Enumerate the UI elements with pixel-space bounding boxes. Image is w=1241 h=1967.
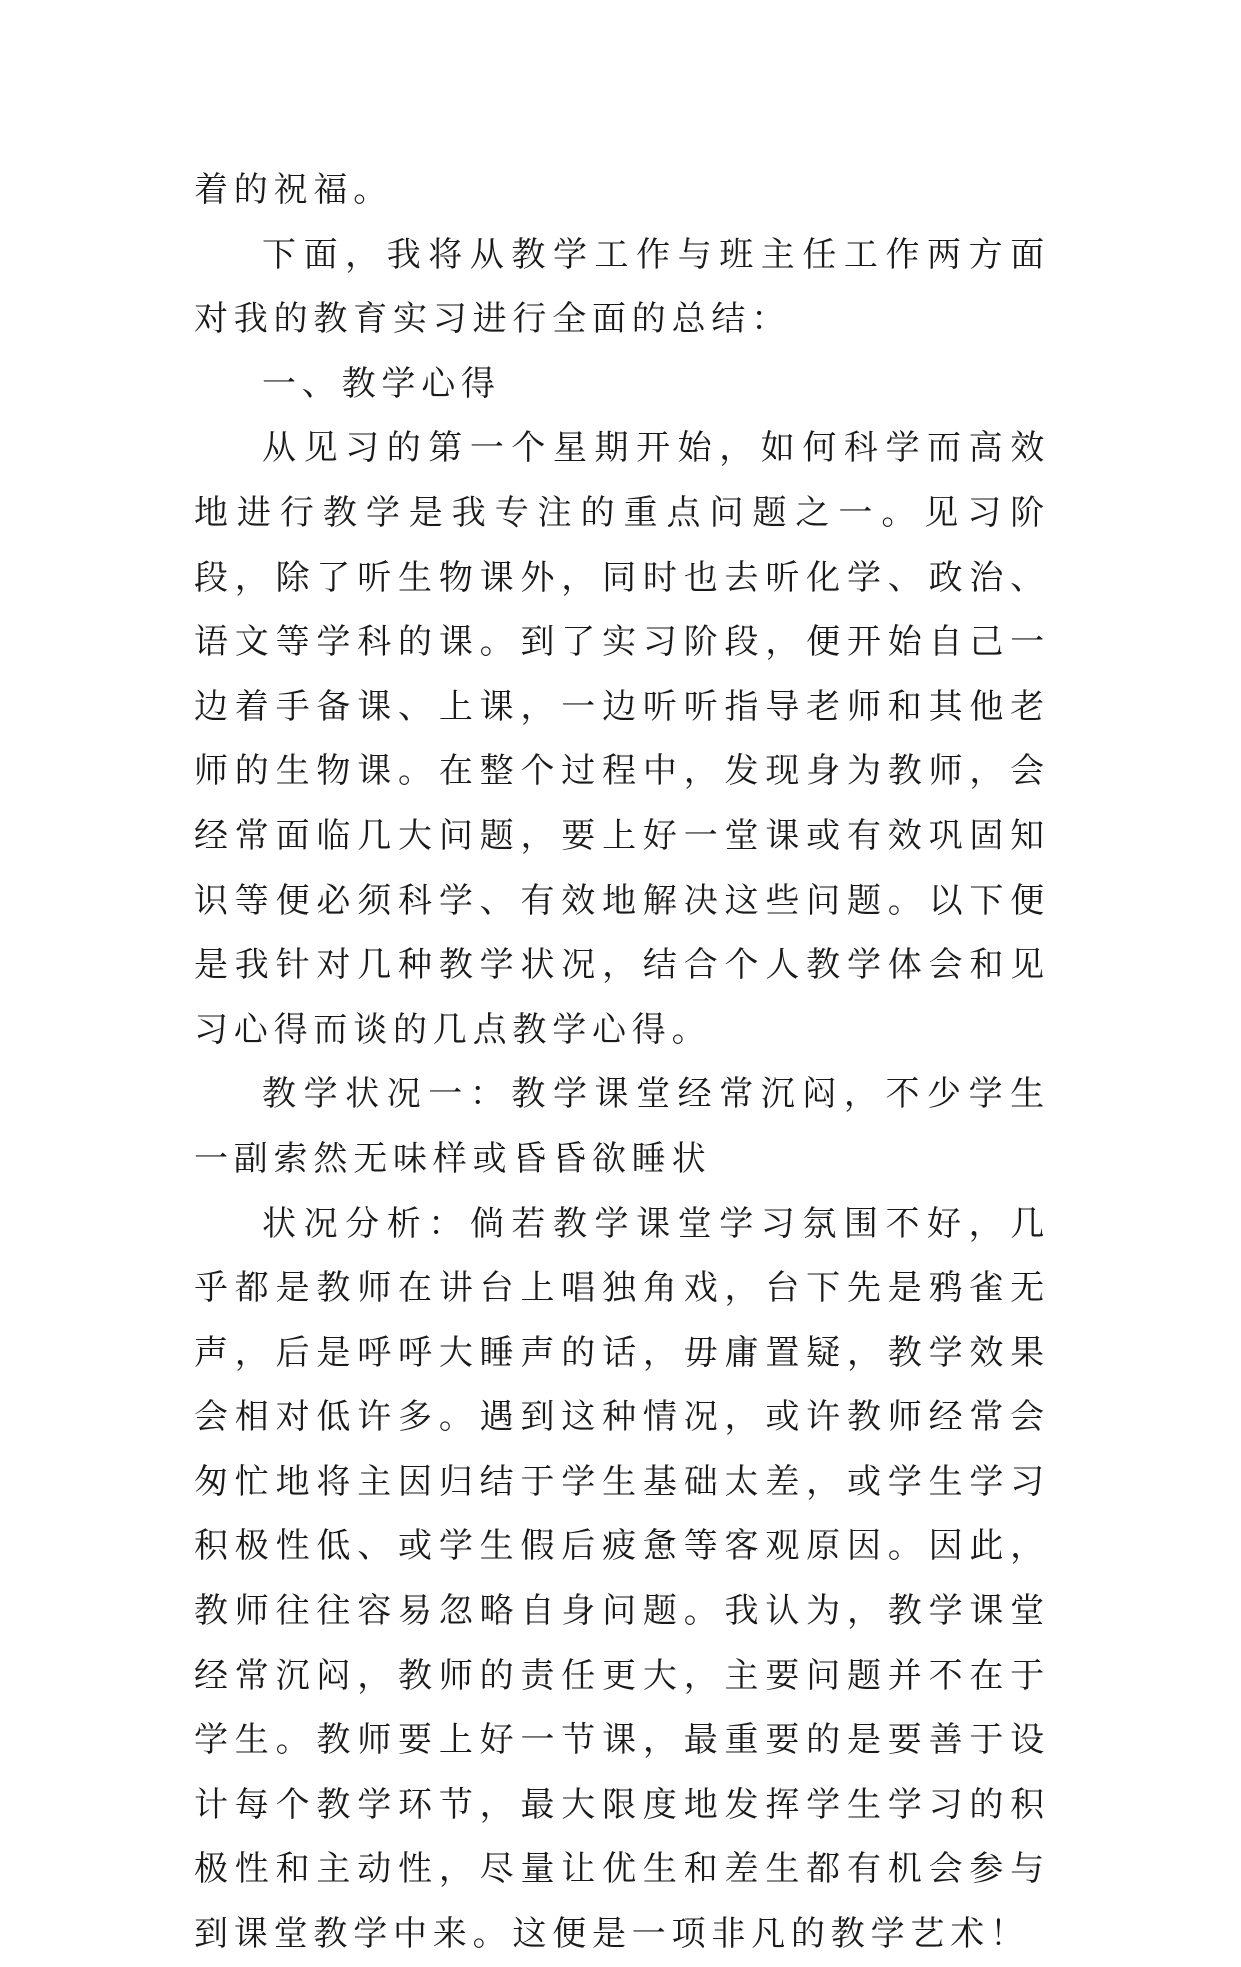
document-body bbox=[194, 158, 1050, 1967]
section-heading: 一、教学心得 bbox=[262, 363, 501, 404]
paragraph-situation-one: 教学状况一：教学课堂经常沉闷，不少学生一副索然无味样或昏昏欲睡状 bbox=[194, 1074, 1050, 1179]
paragraph-intro: 下面，我将从教学工作与班主任工作两方面对我的教育实习进行全面的总结： bbox=[194, 234, 1050, 340]
paragraph-teaching-experience: 从见习的第一个星期开始，如何科学而高效地进行教学是我专注的重点问题之一。见习阶段，除了听生物课外，同时也去听化学、政治、语文等学科的课。到了实习阶段，便开始自己一边着手备课、上课，一边听听指导老师和其他老师的生物课。在整个过程中，发现身为教师，会经常面临几大问题，要上好一堂课或有效巩固知识等便必须科学、有效地解决这些问题。以下便是我针对几种教学状况，结合个人教学体会和见习心得而谈的几点教学心得。 bbox=[194, 428, 1050, 1050]
paragraph-situation-analysis: 状况分析：倘若教学课堂学习氛围不好，几乎都是教师在讲台上唱独角戏，台下先是鸦雀无声，后是呼呼大睡声的话，毋庸置疑，教学效果会相对低许多。遇到这种情况，或许教师经常会匆忙地将主因归结于学生基础太差，或学生学习积极性低、或学生假后疲惫等客观原因。因此，教师往往容易忽略自身问题。我认为，教学课堂经常沉闷，教师的责任更大，主要问题并不在于学生。教师要上好一节课，最重要的是要善于设计每个教学环节，最大限度地发挥学生学习的积极性和主动性，尽量让优生和差生都有机会参与到课堂教学中来。这便是一项非凡的教学艺术！ bbox=[194, 1203, 1050, 1955]
paragraph-continuation: 着的祝福。 bbox=[194, 170, 393, 210]
